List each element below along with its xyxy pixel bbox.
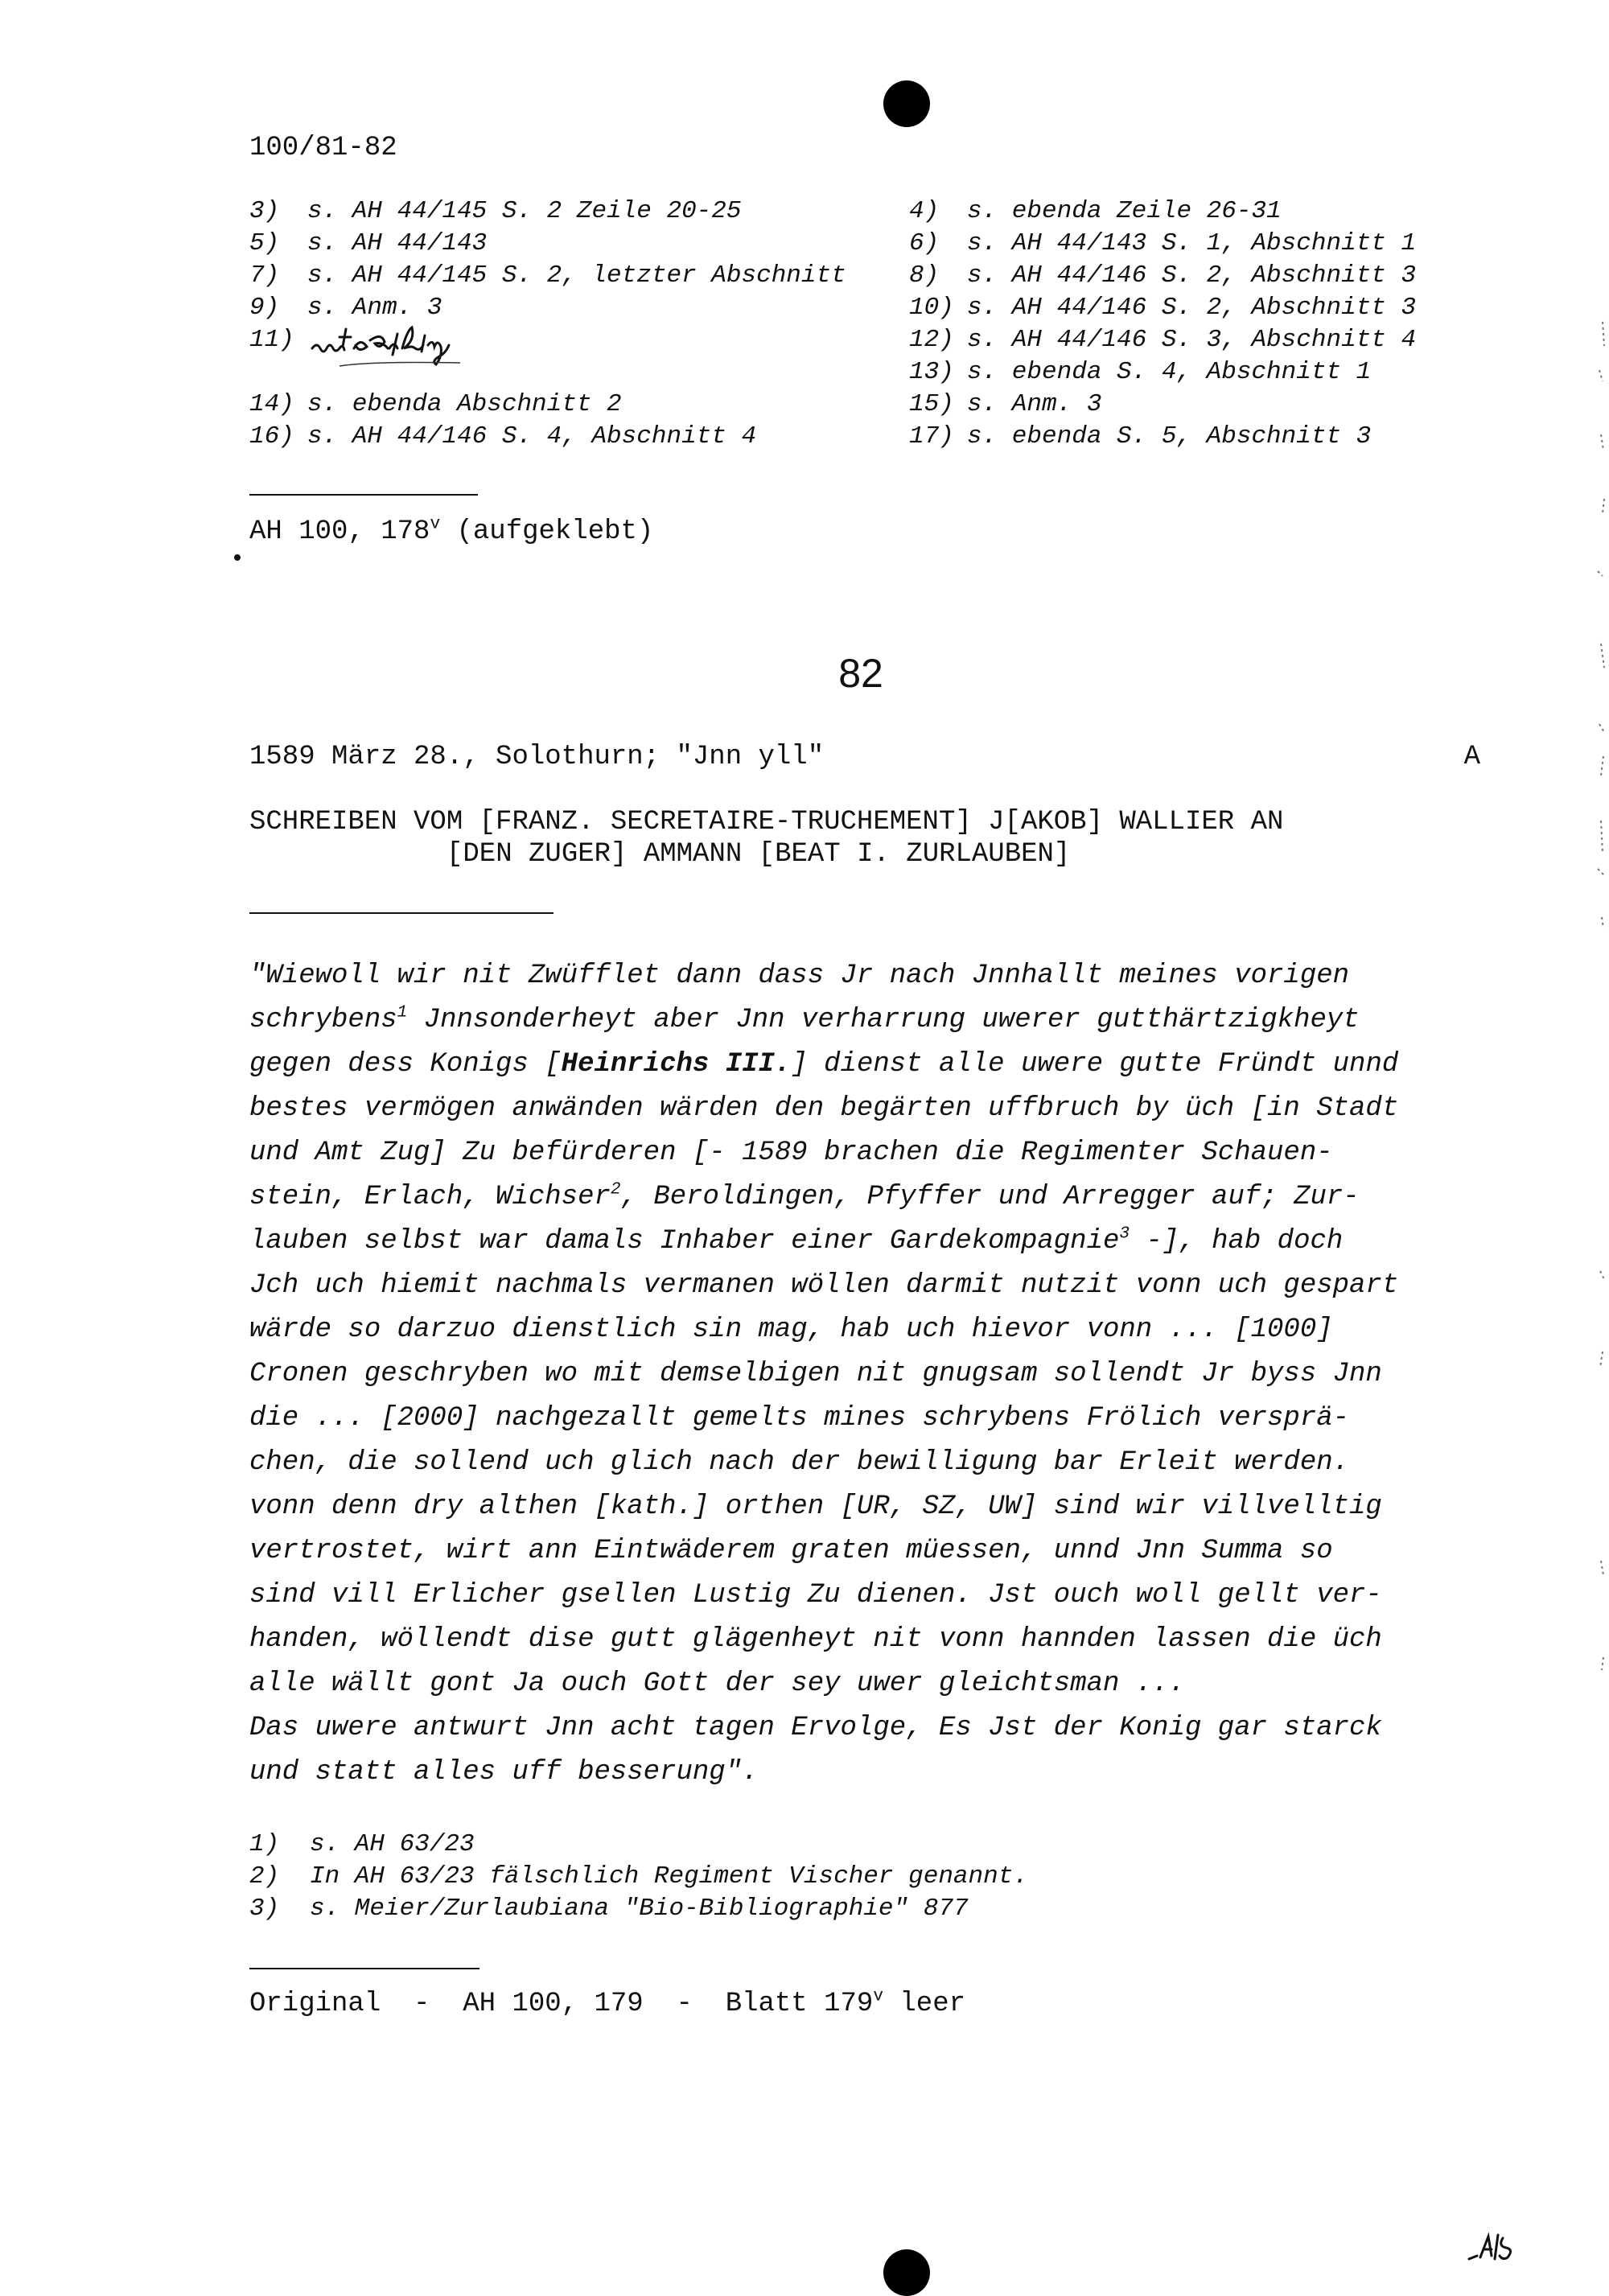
body-line: "Wiewoll wir nit Zwüfflet dann dass Jr nach Jnnhallt meines vorigen (249, 961, 1350, 991)
note-number: 12) (909, 325, 954, 354)
punch-hole-bottom (883, 2249, 930, 2296)
heading-line-1: SCHREIBEN VOM [FRANZ. SECRETAIRE-TRUCHEMENT] J[AKOB] WALLIER AN (249, 807, 1284, 837)
body-line: -], hab doch (1130, 1226, 1344, 1257)
source-reference (249, 1986, 966, 2019)
footnote-number: 3) (249, 1894, 280, 1923)
scan-edge-marks (1577, 306, 1609, 1689)
body-line: , Beroldingen, Pfyffer und Arregger auf; Zur- (620, 1182, 1360, 1212)
transcription-body (249, 954, 1488, 1795)
note-number: 10) (909, 293, 954, 322)
previous-notes (249, 195, 1472, 452)
footnote (249, 1892, 1456, 1924)
note-text: s. AH 44/146 S. 2, Abschnitt 3 (967, 293, 1417, 322)
body-line: und Amt Zug] Zu befürderen [- 1589 brachen die Regimenter Schauen- (249, 1138, 1333, 1168)
document-grade: A (1463, 742, 1480, 772)
body-line: Jch uch hiemit nachmals vermanen wöllen darmit nutzit vonn uch gespart (249, 1270, 1399, 1301)
footnote-text: In AH 63/23 fälschlich Regiment Vischer genannt. (310, 1862, 1028, 1891)
footnote-number: 1) (249, 1829, 280, 1858)
note-text: s. AH 44/145 S. 2, letzter Abschnitt (307, 261, 846, 290)
punch-hole-top (883, 80, 930, 127)
body-line: stein, Erlach, Wichser (249, 1182, 611, 1212)
body-line: chen, die sollend uch glich nach der bewilligung bar Erleit werden. (249, 1447, 1350, 1478)
note-text: s. AH 44/146 S. 2, Abschnitt 3 (967, 261, 1417, 290)
body-line: vertrostet, wirt ann Eintwäderem graten müessen, unnd Jnn Summa so (249, 1536, 1333, 1566)
note-number: 4) (909, 196, 940, 225)
footnote (249, 1860, 1456, 1892)
note-text: s. AH 44/143 S. 1, Abschnitt 1 (967, 228, 1417, 257)
note-number: 16) (249, 422, 294, 451)
body-line: sind vill Erlicher gsellen Lustig Zu dienen. Jst ouch woll gellt ver- (249, 1580, 1382, 1611)
body-line: gegen dess Konigs [ (249, 1049, 562, 1080)
note-number: 17) (909, 422, 954, 451)
footnote-ref: 2 (610, 1179, 621, 1199)
date-place: 1589 März 28., Solothurn; "Jnn yll" (249, 742, 825, 772)
body-line: handen, wöllendt dise gutt glägenheyt nit vonn hannden lassen die üch (249, 1624, 1382, 1655)
body-line: und statt alles uff besserung". (249, 1757, 759, 1788)
footnote-ref: 3 (1119, 1224, 1130, 1244)
separator-rule (249, 1968, 479, 1969)
note-text: s. Anm. 3 (967, 389, 1102, 418)
note-text: s. AH 44/146 S. 3, Abschnitt 4 (967, 325, 1417, 354)
note-number: 7) (249, 261, 280, 290)
previous-source-reference (249, 516, 653, 547)
source-text: AH 100, 178 (249, 516, 430, 547)
body-line: Cronen geschryben wo mit demselbigen nit gnugsam sollendt Jr byss Jnn (249, 1359, 1382, 1389)
note-text: s. ebenda Zeile 26-31 (967, 196, 1282, 225)
note-row (249, 259, 1472, 291)
note-number: 6) (909, 228, 940, 257)
body-line: Jnnsonderheyt aber Jnn verharrung uwerer gutthärtzigkheyt (407, 1005, 1360, 1035)
body-line: alle wällt gont Ja ouch Gott der sey uwer gleichtsman ... (249, 1669, 1185, 1699)
source-suffix: leer (883, 1989, 966, 2019)
note-row (249, 420, 1472, 452)
folio-verso-mark: v (430, 514, 441, 534)
note-text: s. AH 44/146 S. 4, Abschnitt 4 (307, 422, 757, 451)
handwritten-initials (1466, 2227, 1538, 2267)
note-row (249, 388, 1472, 420)
body-line: wärde so darzuo dienstlich sin mag, hab uch hievor vonn ... [1000] (249, 1315, 1333, 1345)
folio-verso-mark: v (873, 1986, 883, 2006)
note-text: s. ebenda S. 5, Abschnitt 3 (967, 422, 1372, 451)
note-text: s. AH 44/143 (307, 228, 488, 257)
note-number: 5) (249, 228, 280, 257)
ink-spot (234, 554, 241, 561)
body-line: lauben selbst war damals Inhaber einer Gardekompagnie (249, 1226, 1120, 1257)
document-number: 82 (838, 651, 883, 696)
document-heading (249, 806, 1488, 870)
heading-line-2: [DEN ZUGER] AMMANN [BEAT I. ZURLAUBEN] (446, 839, 1071, 870)
footnote-text: s. Meier/Zurlaubiana "Bio-Bibliographie" 877 (310, 1894, 969, 1923)
footnotes (249, 1828, 1456, 1924)
note-number: 3) (249, 196, 280, 225)
separator-rule (249, 494, 478, 496)
page-reference: 100/81-82 (249, 133, 397, 163)
body-line: die ... [2000] nachgezallt gemelts mines schrybens Frölich versprä- (249, 1403, 1350, 1434)
separator-rule (249, 912, 553, 914)
body-line: bestes vermögen anwänden wärden den begärten uffbruch by üch [in Stadt (249, 1093, 1399, 1124)
note-row (249, 227, 1472, 259)
body-line: Das uwere antwurt Jnn acht tagen Ervolge, Es Jst der Konig gar starck (249, 1713, 1382, 1743)
note-row (249, 195, 1472, 227)
note-number: 14) (249, 389, 294, 418)
footnote-number: 2) (249, 1862, 280, 1891)
body-line: schrybens (249, 1005, 397, 1035)
source-suffix: (aufgeklebt) (440, 516, 654, 547)
note-number: 8) (909, 261, 940, 290)
note-text: s. AH 44/145 S. 2 Zeile 20-25 (307, 196, 742, 225)
note-number: 13) (909, 357, 954, 386)
note-text: s. Anm. 3 (307, 293, 442, 322)
note-number: 9) (249, 293, 280, 322)
note-row (249, 323, 1472, 356)
body-line: vonn denn dry althen [kath.] orthen [UR, SZ, UW] sind wir villvelltig (249, 1492, 1382, 1522)
footnote (249, 1828, 1456, 1860)
source-text: Original - AH 100, 179 - Blatt 179 (249, 1989, 874, 2019)
body-line: ] dienst alle uwere gutte Fründt unnd (791, 1049, 1399, 1080)
note-number: 11) (249, 325, 294, 354)
note-number: 15) (909, 389, 954, 418)
note-text: s. ebenda Abschnitt 2 (307, 389, 622, 418)
body-bold-name: Heinrichs III. (561, 1049, 792, 1080)
footnote-ref: 1 (397, 1002, 408, 1023)
dateline (249, 742, 1480, 772)
footnote-text: s. AH 63/23 (310, 1829, 475, 1858)
note-text: s. ebenda S. 4, Abschnitt 1 (967, 357, 1372, 386)
handwritten-annotation (307, 316, 492, 372)
